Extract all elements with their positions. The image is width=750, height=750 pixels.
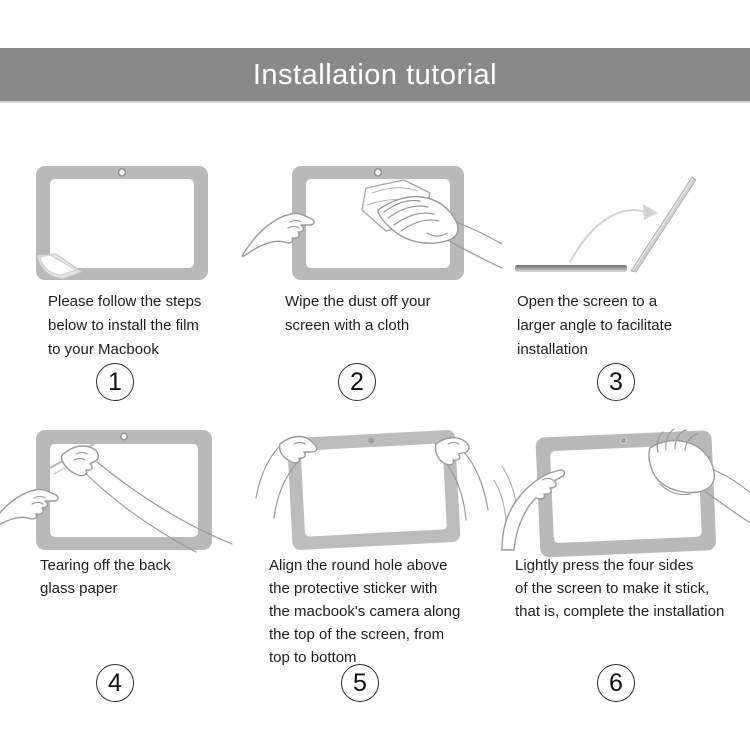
step-4-caption: Tearing off the back glass paper xyxy=(40,557,171,597)
step-2-caption: Wipe the dust off your screen with a cloth xyxy=(285,293,431,334)
step-5-number-badge: 5 xyxy=(341,664,379,702)
step-2 xyxy=(250,103,500,400)
step-5-caption: Align the round hole above the protective sticker with the macbook's camera along the top of the screen, from top to bottom xyxy=(269,557,461,666)
step-1-caption: Please follow the steps below to install the film to your Macbook xyxy=(48,293,202,358)
hand-wiping-screen-with-cloth-icon xyxy=(250,160,500,285)
step-3-number-badge: 3 xyxy=(597,363,635,401)
step-4-number-badge: 4 xyxy=(96,664,134,702)
hands-pressing-screen-edges-icon xyxy=(500,422,750,562)
step-3 xyxy=(500,103,750,400)
step-4 xyxy=(0,400,250,750)
step-6-number-badge: 6 xyxy=(597,664,635,702)
step-6-caption: Lightly press the four sides of the screen to make it stick, that is, complete the installation xyxy=(515,557,725,620)
laptop-opened-wide-angle-icon xyxy=(500,160,750,285)
hands-tearing-back-paper-icon xyxy=(0,422,250,562)
step-1-number-badge: 1 xyxy=(96,363,134,401)
step-5 xyxy=(250,400,500,750)
page-title: Installation tutorial xyxy=(0,48,750,103)
step-2-number-badge: 2 xyxy=(338,363,376,401)
step-3-caption: Open the screen to a larger angle to facilitate installation xyxy=(517,293,673,358)
hands-aligning-film-to-camera-icon xyxy=(250,422,500,562)
step-1 xyxy=(0,103,250,400)
screen-film-peeling-corner-icon xyxy=(0,160,250,285)
step-6 xyxy=(500,400,750,750)
